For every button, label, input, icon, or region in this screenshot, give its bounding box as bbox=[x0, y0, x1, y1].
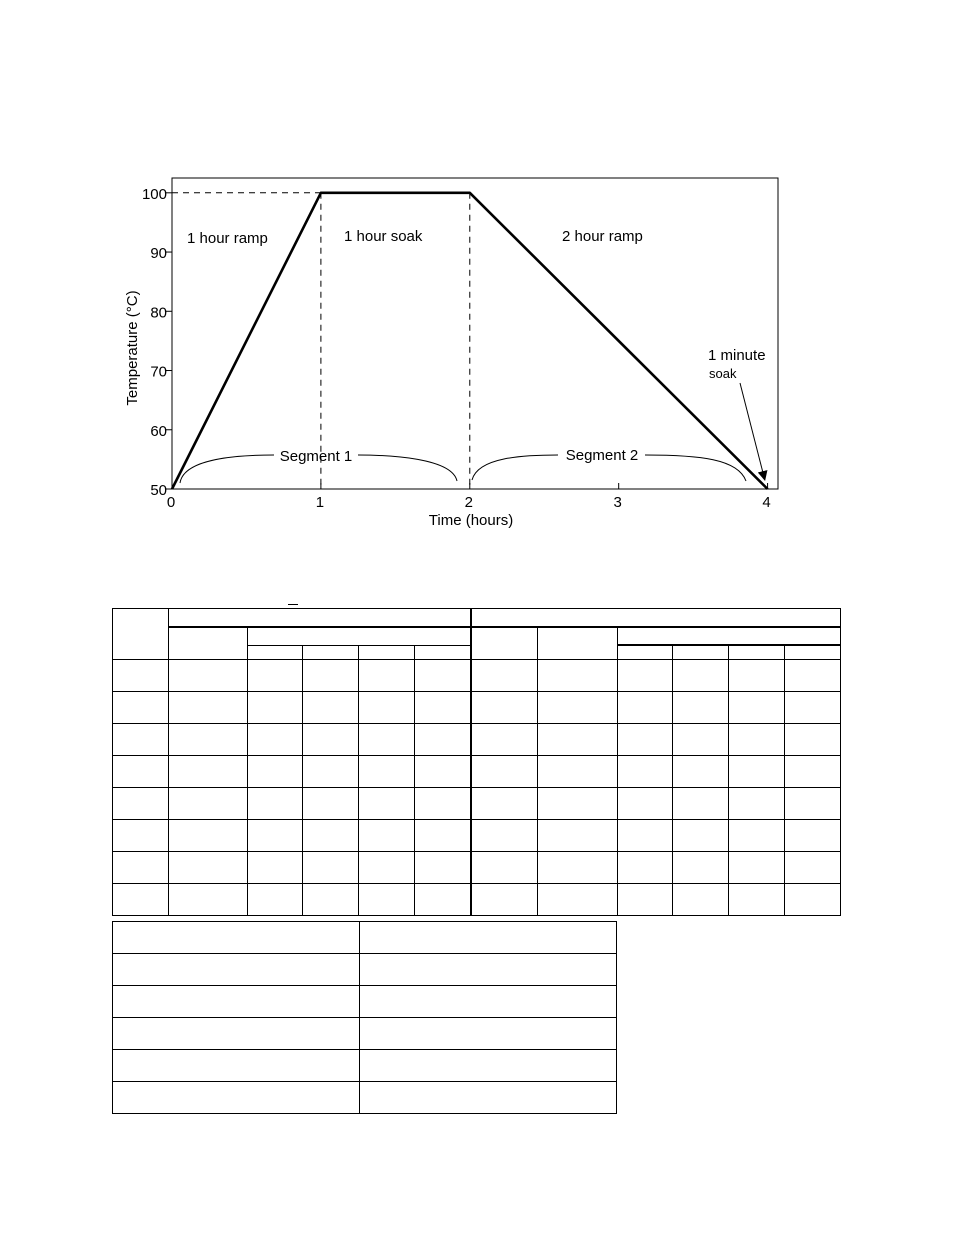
table-cell bbox=[785, 660, 841, 692]
table-row bbox=[113, 922, 617, 954]
table-cell bbox=[359, 724, 415, 756]
table-row bbox=[113, 884, 841, 916]
table-cell bbox=[303, 884, 359, 916]
y-axis-label: Temperature (°C) bbox=[124, 290, 141, 406]
segment2-brace-left bbox=[472, 455, 558, 480]
table-cell bbox=[471, 884, 538, 916]
table-cell bbox=[617, 660, 673, 692]
table-cell bbox=[359, 852, 415, 884]
header-cell bbox=[537, 627, 617, 660]
table-row bbox=[113, 852, 841, 884]
table-cell bbox=[168, 884, 247, 916]
table-cell bbox=[617, 852, 673, 884]
annotation-ramp2: 2 hour ramp bbox=[562, 228, 643, 245]
table-cell bbox=[785, 852, 841, 884]
table-row bbox=[113, 788, 841, 820]
table-cell bbox=[471, 820, 538, 852]
table-cell bbox=[471, 788, 538, 820]
segment2-brace-right bbox=[645, 455, 746, 481]
x-axis-label: Time (hours) bbox=[428, 512, 514, 529]
table-cell bbox=[673, 820, 729, 852]
x-tick-label: 1 bbox=[315, 494, 325, 511]
table-cell bbox=[113, 692, 169, 724]
table-cell bbox=[247, 788, 303, 820]
table-cell bbox=[537, 756, 617, 788]
table-cell bbox=[113, 884, 169, 916]
table-cell bbox=[537, 692, 617, 724]
table-cell bbox=[415, 788, 471, 820]
table-cell bbox=[785, 756, 841, 788]
table-cell bbox=[617, 788, 673, 820]
table-cell bbox=[785, 820, 841, 852]
header-cell bbox=[471, 609, 841, 628]
table-cell bbox=[415, 852, 471, 884]
table-cell bbox=[415, 724, 471, 756]
table-cell bbox=[247, 756, 303, 788]
table-cell bbox=[359, 756, 415, 788]
table-cell bbox=[113, 1050, 360, 1082]
table-cell bbox=[247, 884, 303, 916]
table-cell bbox=[729, 852, 785, 884]
table-cell bbox=[113, 922, 360, 954]
table-cell bbox=[113, 660, 169, 692]
table-cell bbox=[617, 820, 673, 852]
table-row bbox=[113, 660, 841, 692]
table-cell bbox=[113, 820, 169, 852]
header-cell bbox=[471, 627, 538, 660]
table-cell bbox=[673, 724, 729, 756]
table-cell bbox=[617, 884, 673, 916]
x-tick-label: 2 bbox=[464, 494, 473, 511]
table-cell bbox=[785, 692, 841, 724]
header-overline-mark bbox=[288, 604, 298, 605]
x-tick-label: 0 bbox=[166, 494, 176, 511]
header-row-2 bbox=[113, 627, 841, 645]
table-cell bbox=[673, 852, 729, 884]
header-cell bbox=[785, 645, 841, 660]
table-cell bbox=[359, 1050, 617, 1082]
table-cell bbox=[168, 788, 247, 820]
table-cell bbox=[247, 660, 303, 692]
table-cell bbox=[113, 986, 360, 1018]
table-row bbox=[113, 692, 841, 724]
header-row-1 bbox=[113, 609, 841, 628]
table-cell bbox=[168, 852, 247, 884]
header-cell bbox=[247, 645, 303, 660]
annotation-soak: 1 hour soak bbox=[344, 228, 423, 245]
table-cell bbox=[673, 788, 729, 820]
table-row bbox=[113, 954, 617, 986]
table-cell bbox=[617, 724, 673, 756]
y-tick-label: 100 bbox=[141, 185, 167, 203]
table-row bbox=[113, 1050, 617, 1082]
table-cell bbox=[359, 820, 415, 852]
table-cell bbox=[415, 884, 471, 916]
header-cell bbox=[168, 627, 247, 660]
table-cell bbox=[729, 660, 785, 692]
table-cell bbox=[471, 692, 538, 724]
table-cell bbox=[359, 986, 617, 1018]
table-cell bbox=[673, 884, 729, 916]
table-cell bbox=[303, 660, 359, 692]
annotation-segment1: Segment 1 bbox=[279, 448, 353, 465]
table-cell bbox=[113, 954, 360, 986]
x-tick-label: 4 bbox=[762, 494, 771, 511]
table-cell bbox=[785, 884, 841, 916]
header-cell bbox=[168, 609, 470, 628]
table-cell bbox=[247, 820, 303, 852]
header-cell bbox=[247, 627, 470, 645]
table-cell bbox=[537, 820, 617, 852]
table-cell bbox=[673, 692, 729, 724]
annotation-end-soak-line2: soak bbox=[709, 366, 737, 381]
table-cell bbox=[673, 660, 729, 692]
x-tick-label: 3 bbox=[613, 494, 622, 511]
table-cell bbox=[303, 852, 359, 884]
table-cell bbox=[785, 724, 841, 756]
table-cell bbox=[617, 756, 673, 788]
y-tick-label: 70 bbox=[150, 363, 167, 381]
table-cell bbox=[247, 852, 303, 884]
table-cell bbox=[303, 756, 359, 788]
table-cell bbox=[168, 820, 247, 852]
table-cell bbox=[168, 756, 247, 788]
table-cell bbox=[359, 954, 617, 986]
summary-table bbox=[112, 921, 617, 1114]
table-cell bbox=[359, 922, 617, 954]
y-tick-label: 90 bbox=[150, 245, 167, 263]
annotation-ramp1: 1 hour ramp bbox=[187, 230, 268, 247]
table-row bbox=[113, 820, 841, 852]
header-cell bbox=[359, 645, 415, 660]
table-cell bbox=[729, 884, 785, 916]
header-cell bbox=[303, 645, 359, 660]
table-cell bbox=[471, 852, 538, 884]
table-cell bbox=[537, 724, 617, 756]
table-cell bbox=[168, 724, 247, 756]
table-cell bbox=[359, 692, 415, 724]
table-cell bbox=[471, 660, 538, 692]
table-cell bbox=[729, 788, 785, 820]
segment1-brace-left bbox=[180, 455, 274, 483]
segment-braces bbox=[180, 455, 746, 483]
table-cell bbox=[537, 884, 617, 916]
plot-frame bbox=[172, 178, 778, 489]
table-cell bbox=[537, 852, 617, 884]
table-cell bbox=[303, 820, 359, 852]
table-cell bbox=[303, 724, 359, 756]
y-tick-label: 60 bbox=[150, 422, 167, 440]
y-tick-label: 80 bbox=[150, 304, 167, 322]
table-cell bbox=[247, 724, 303, 756]
table-row bbox=[113, 724, 841, 756]
header-cell bbox=[729, 645, 785, 660]
table-cell bbox=[729, 692, 785, 724]
table-cell bbox=[471, 724, 538, 756]
table-cell bbox=[359, 1018, 617, 1050]
table-cell bbox=[415, 660, 471, 692]
table-cell bbox=[537, 788, 617, 820]
data-grid-table bbox=[112, 608, 841, 916]
ramp-soak-chart bbox=[0, 0, 954, 560]
header-cell bbox=[617, 645, 673, 660]
table-cell bbox=[537, 660, 617, 692]
annotation-segment2: Segment 2 bbox=[565, 447, 639, 464]
table-cell bbox=[415, 692, 471, 724]
table-cell bbox=[168, 692, 247, 724]
y-tick-label: 50 bbox=[150, 482, 167, 499]
table-cell bbox=[617, 692, 673, 724]
table-cell bbox=[113, 1018, 360, 1050]
table-cell bbox=[359, 788, 415, 820]
table-cell bbox=[303, 692, 359, 724]
annotation-end-soak-line1: 1 minute bbox=[708, 347, 766, 364]
table-cell bbox=[247, 692, 303, 724]
table-cell bbox=[729, 820, 785, 852]
table-cell bbox=[471, 756, 538, 788]
table-cell bbox=[113, 724, 169, 756]
table-row bbox=[113, 756, 841, 788]
table-cell bbox=[785, 788, 841, 820]
header-cell bbox=[113, 609, 169, 660]
table-cell bbox=[113, 788, 169, 820]
table-cell bbox=[415, 756, 471, 788]
table-cell bbox=[673, 756, 729, 788]
header-cell bbox=[673, 645, 729, 660]
table-cell bbox=[113, 852, 169, 884]
table-cell bbox=[113, 1082, 360, 1114]
header-cell bbox=[617, 627, 840, 645]
table-cell bbox=[729, 756, 785, 788]
table-cell bbox=[113, 756, 169, 788]
table-cell bbox=[168, 660, 247, 692]
table-cell bbox=[359, 1082, 617, 1114]
table-row bbox=[113, 986, 617, 1018]
segment1-brace-right bbox=[358, 455, 457, 481]
table-cell bbox=[415, 820, 471, 852]
header-cell bbox=[415, 645, 471, 660]
table-row bbox=[113, 1082, 617, 1114]
table-cell bbox=[359, 884, 415, 916]
table-cell bbox=[359, 660, 415, 692]
table-cell bbox=[303, 788, 359, 820]
table-cell bbox=[729, 724, 785, 756]
table-row bbox=[113, 1018, 617, 1050]
